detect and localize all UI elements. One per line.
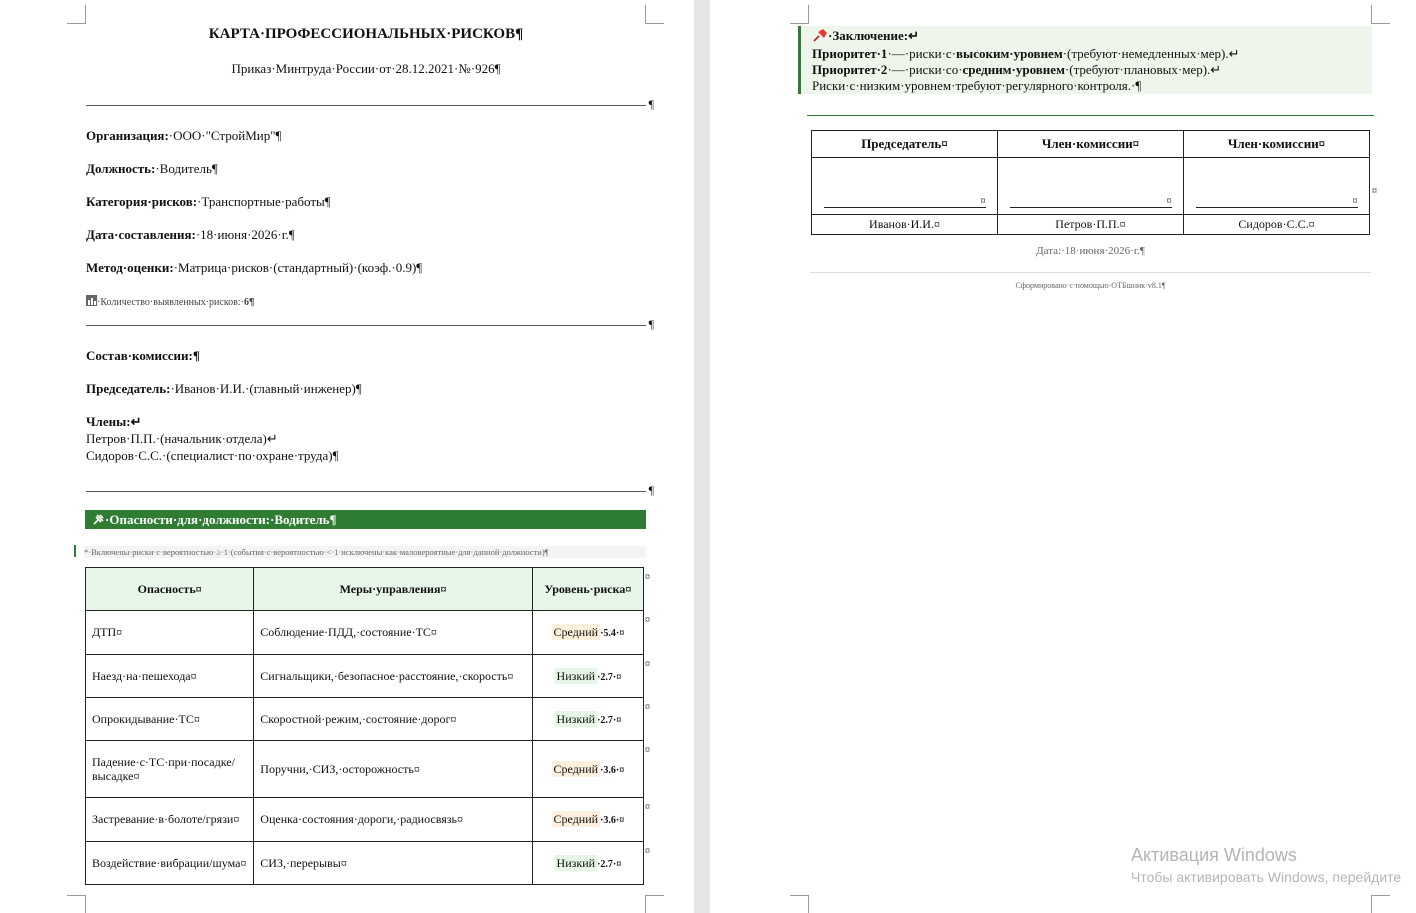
risk-level-badge: Средний (553, 625, 599, 639)
field-risk-category: Категория·рисков:·Транспортные·работы¶ (86, 194, 331, 209)
generated-by-footer: Сформировано·с·помощью·ОТБшник·v8.1¶ (1015, 281, 1166, 290)
row-end-mark: ¤ (645, 745, 650, 756)
table-row[interactable] (86, 698, 644, 741)
field-position: Должность:·Водитель¶ (86, 161, 218, 176)
risk-level-cell (532, 611, 643, 655)
risk-level-cell (532, 655, 643, 698)
bar-chart-icon (86, 295, 97, 306)
commission-member: Петров·П.П.·(начальник·отдела)↵ (86, 431, 278, 446)
crop-mark (1371, 5, 1390, 24)
crop-mark (790, 895, 809, 913)
document-title: КАРТА·ПРОФЕССИОНАЛЬНЫХ·РИСКОВ¶ (208, 26, 524, 42)
signature-header-row (812, 131, 1370, 158)
crop-mark (790, 5, 809, 24)
note-marker (74, 545, 76, 557)
commission-title: Состав·комиссии:¶ (86, 348, 200, 363)
row-end-mark: ¤ (645, 659, 650, 670)
table-row[interactable] (86, 842, 644, 885)
signature-line[interactable]: ¤ (998, 158, 1184, 215)
conclusion-priority-2: Приоритет·2·—·риски·со·средним·уровнем·(требуют·плановых·мер).↵ (812, 62, 1222, 77)
hazard-cell: Застревание·в·болоте/грязи¤ (86, 798, 254, 842)
footer-divider (810, 272, 1371, 273)
conclusion-title: ·Заключение:↵ (812, 28, 919, 44)
measures-cell: Сигнальщики,·безопасное·расстояние,·скорость¤ (254, 655, 532, 698)
risk-level-badge: Низкий (556, 668, 596, 683)
measures-cell: Соблюдение·ПДД,·состояние·ТС¤ (254, 611, 532, 655)
crop-mark (1371, 895, 1390, 913)
row-end-mark: ¤ (1372, 186, 1377, 197)
risk-table[interactable] (85, 567, 644, 885)
column-header-risk-level: Уровень·риска¤ (532, 568, 643, 611)
row-end-mark: ¤ (645, 702, 650, 713)
crop-mark (67, 895, 86, 913)
field-method: Метод·оценки:·Матрица·рисков·(стандартный)·(коэф.·0.9)¶ (86, 260, 423, 275)
signature-name-row (812, 215, 1370, 235)
field-date: Дата·составления:·18·июня·2026·г.¶ (86, 227, 295, 242)
windows-activation-title: Активация Windows (1131, 845, 1297, 865)
row-end-mark: ¤ (645, 846, 650, 857)
row-end-mark: ¤ (645, 572, 650, 583)
risk-score: ·2.7·¤ (597, 671, 622, 683)
hazard-cell: Опрокидывание·ТС¤ (86, 698, 254, 741)
risk-level-cell (532, 842, 643, 885)
signature-table[interactable] (811, 130, 1370, 235)
risk-score: ·3.6·¤ (600, 815, 625, 826)
pushpin-icon (812, 28, 828, 42)
measures-cell: Скоростной·режим,·состояние·дорог¤ (254, 698, 532, 741)
risk-level-cell (532, 698, 643, 741)
risk-score: ·3.6·¤ (600, 764, 625, 776)
conclusion-priority-1: Приоритет·1·—·риски·с·высоким·уровнем·(требуют·немедленных·мер).↵ (812, 46, 1240, 61)
risk-level-badge: Низкий (556, 711, 596, 726)
commission-member: Сидоров·С.С.·(специалист·по·охране·труда)¶ (86, 448, 339, 463)
horizontal-rule: ¶ (86, 325, 646, 326)
table-row[interactable] (86, 611, 644, 655)
field-organization: Организация:·ООО·"СтройМир"¶ (86, 128, 282, 143)
commission-chairman: Председатель:·Иванов·И.И.·(главный·инженер)¶ (86, 381, 362, 396)
signature-header: Член·комиссии¤ (1184, 131, 1370, 158)
signer-name: Петров·П.П.¤ (998, 215, 1184, 235)
hazard-cell: Наезд·на·пешехода¤ (86, 655, 254, 698)
conclusion-low-risk: Риски·с·низким·уровнем·требуют·регулярного·контроля.·¶ (812, 78, 1142, 93)
divider (807, 115, 1374, 116)
signature-date: Дата:·18·июня·2026·г.¶ (1036, 245, 1145, 257)
order-reference: Приказ·Минтруда·России·от·28.12.2021·№·926¶ (231, 61, 501, 76)
hazard-cell: Падение·с·ТС·при·посадке/высадке¤ (86, 741, 254, 798)
signature-header: Член·комиссии¤ (998, 131, 1184, 158)
crop-mark (67, 5, 86, 24)
risk-level-badge: Низкий (556, 855, 596, 870)
table-row[interactable] (86, 655, 644, 698)
table-header-row (86, 568, 644, 611)
signature-header: Председатель¤ (812, 131, 998, 158)
document-page-2[interactable] (710, 0, 1416, 913)
horizontal-rule: ¶ (86, 105, 646, 106)
crop-mark (645, 895, 664, 913)
hazard-cell: Воздействие·вибрации/шума¤ (86, 842, 254, 885)
column-header-measures: Меры·управления¤ (254, 568, 532, 611)
hazards-section-header: ·Опасности·для·должности:·Водитель¶ (85, 510, 646, 529)
risk-score: ·2.7·¤ (597, 858, 622, 870)
row-end-mark: ¤ (645, 802, 650, 813)
horizontal-rule: ¶ (86, 491, 646, 492)
pin-icon (91, 513, 105, 526)
row-end-mark: ¤ (645, 615, 650, 626)
measures-cell: СИЗ,·перерывы¤ (254, 842, 532, 885)
measures-cell: Поручни,·СИЗ,·осторожность¤ (254, 741, 532, 798)
risk-level-badge: Средний (553, 812, 599, 826)
risk-score: ·2.7·¤ (597, 714, 622, 726)
risk-count: ·Количество·выявленных·рисков:·6¶ (86, 295, 254, 308)
signer-name: Иванов·И.И.¤ (812, 215, 998, 235)
signature-line[interactable]: ¤ (812, 158, 998, 215)
signature-line[interactable]: ¤ (1184, 158, 1370, 215)
signer-name: Сидоров·С.С.¤ (1184, 215, 1370, 235)
commission-members-label: Члены:↵ (86, 414, 142, 429)
measures-cell: Оценка·состояния·дороги,·радиосвязь¤ (254, 798, 532, 842)
crop-mark (645, 5, 664, 24)
signature-line-row (812, 158, 1370, 215)
table-row[interactable] (86, 741, 644, 798)
hazard-cell: ДТП¤ (86, 611, 254, 655)
inclusion-note: *·Включены·риски·с·вероятностью·≥·1·(события·с·вероятностью·<·1·исключены·как·маловероятные·для·данной·должности)¶ (84, 546, 646, 558)
table-row[interactable] (86, 798, 644, 842)
column-header-hazard: Опасность¤ (86, 568, 254, 611)
risk-level-badge: Средний (553, 761, 599, 776)
windows-activation-subtitle: Чтобы активировать Windows, перейдите (1131, 869, 1402, 885)
risk-level-cell (532, 798, 643, 842)
risk-score: ·5.4·¤ (600, 628, 625, 639)
document-page-1[interactable] (0, 0, 694, 913)
risk-level-cell (532, 741, 643, 798)
